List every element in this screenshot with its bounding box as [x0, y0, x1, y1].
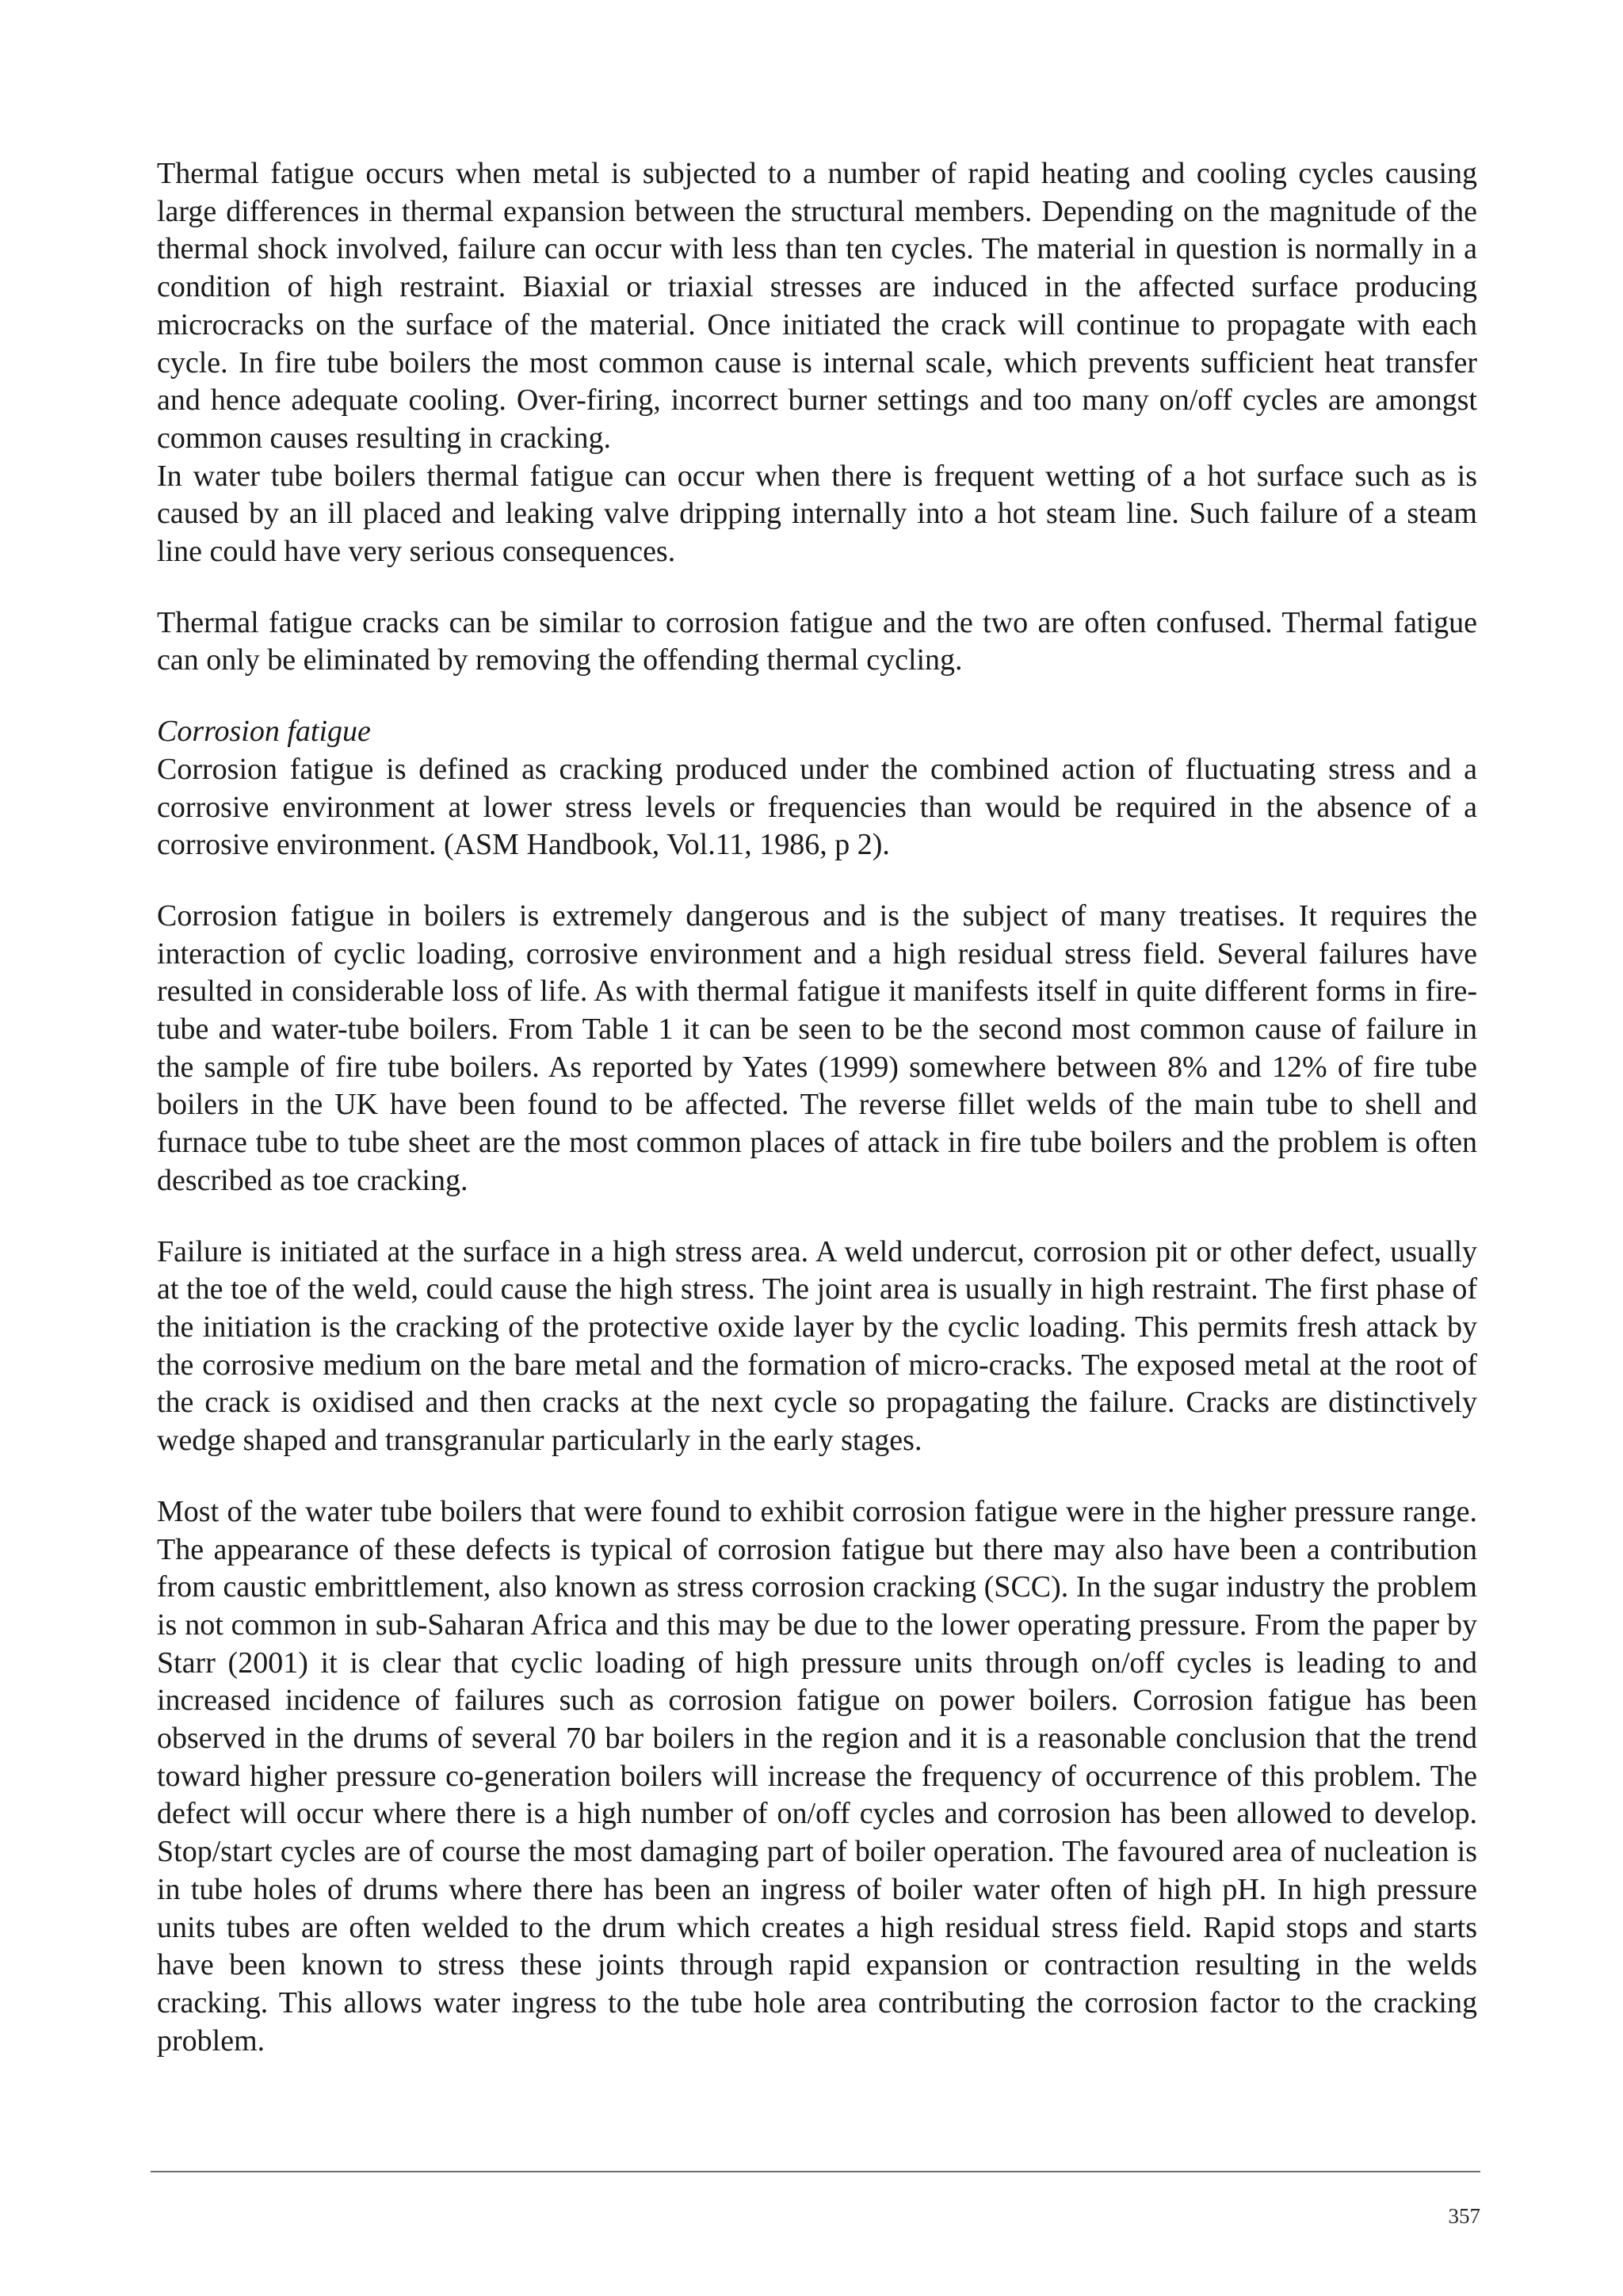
section-heading-corrosion-fatigue: Corrosion fatigue [157, 715, 371, 749]
paragraph-water-tube-corrosion-fatigue: Most of the water tube boilers that were found to exhibit corrosion fatigue were in the higher pressure range. The appearance of these defects is typical of corrosion fatigue but there may also have been a contribution from caustic embrittlement, also known as stress corrosion cracking (SCC). In the sugar industry the problem is not common in sub-Saharan Africa and this may be due to the lower operating pressure. From the paper by Starr (2001) it is clear that cyclic loading of high pressure units through on/off cycles is leading to and increased incidence of failures such as corrosion fatigue on power boilers. Corrosion fatigue has been observed in the drums of several 70 bar boilers in the region and it is a reasonable conclusion that the trend toward higher pressure co-generation boilers will increase the frequency of occurrence of this problem. The defect will occur where there is a high number of on/off cycles and corrosion has been allowed to develop. Stop/start cycles are of course the most damaging part of boiler operation. The favoured area of nucleation is in tube holes of drums where there has been an ingress of boiler water often of high pH. In high pressure units tubes are often welded to the drum which creates a high residual stress field. Rapid stops and starts have been known to stress these joints through rapid expansion or contraction resulting in the welds cracking. This allows water ingress to the tube hole area contributing the corrosion factor to the cracking problem. [157, 1494, 1477, 2058]
page-number: 357 [1448, 2204, 1480, 2228]
paragraph-corrosion-fatigue-boilers: Corrosion fatigue in boilers is extremely dangerous and is the subject of many treatises. It requires the interaction of cyclic loading, corrosive environment and a high residual stress field. Several failures have resulted in considerable loss of life. As with thermal fatigue it manifests itself in quite different forms in fire-tube and water-tube boilers. From Table 1 it can be seen to be the second most common cause of failure in the sample of fire tube boilers. As reported by Yates (1999) somewhere between 8% and 12% of fire tube boilers in the UK have been found to be affected. The reverse fillet welds of the main tube to shell and furnace tube to tube sheet are the most common places of attack in fire tube boilers and the problem is often described as toe cracking. [157, 898, 1477, 1197]
paragraph-thermal-fatigue-intro: Thermal fatigue occurs when metal is subjected to a number of rapid heating and cooling cycles causing large differences in thermal expansion between the structural members. Depending on the magnitude of the thermal shock involved, failure can occur with less than ten cycles. The material in question is normally in a condition of high restraint. Biaxial or triaxial stresses are induced in the affected surface producing microcracks on the surface of the material. Once initiated the crack will continue to propagate with each cycle. In fire tube boilers the most common cause is internal scale, which prevents sufficient heat transfer and hence adequate cooling. Over-firing, incorrect burner settings and too many on/off cycles are amongst common causes resulting in cracking. [157, 157, 1477, 455]
page-body [157, 155, 1477, 2060]
paragraph-failure-initiation: Failure is initiated at the surface in a high stress area. A weld undercut, corrosion pit or other defect, usually at the toe of the weld, could cause the high stress. The joint area is usually in high restraint. The first phase of the initiation is the cracking of the protective oxide layer by the cyclic loading. This permits fresh attack by the corrosive medium on the bare metal and the formation of micro-cracks. The exposed metal at the root of the crack is oxidised and then cracks at the next cycle so propagating the failure. Cracks are distinctively wedge shaped and transgranular particularly in the early stages. [157, 1234, 1477, 1458]
paragraph-thermal-vs-corrosion: Thermal fatigue cracks can be similar to corrosion fatigue and the two are often confused. Thermal fatigue can only be eliminated by removing the offending thermal cycling. [157, 605, 1477, 677]
footer-divider [151, 2171, 1480, 2172]
paragraph-water-tube-thermal-fatigue: In water tube boilers thermal fatigue can occur when there is frequent wetting of a hot surface such as is caused by an ill placed and leaking valve dripping internally into a hot steam line. Such failure of a steam line could have very serious consequences. [157, 459, 1477, 569]
paragraph-corrosion-fatigue-definition: Corrosion fatigue is defined as cracking produced under the combined action of fluctuating stress and a corrosive environment at lower stress levels or frequencies than would be required in the absence of a corrosive environment. (ASM Handbook, Vol.11, 1986, p 2). [157, 752, 1477, 862]
